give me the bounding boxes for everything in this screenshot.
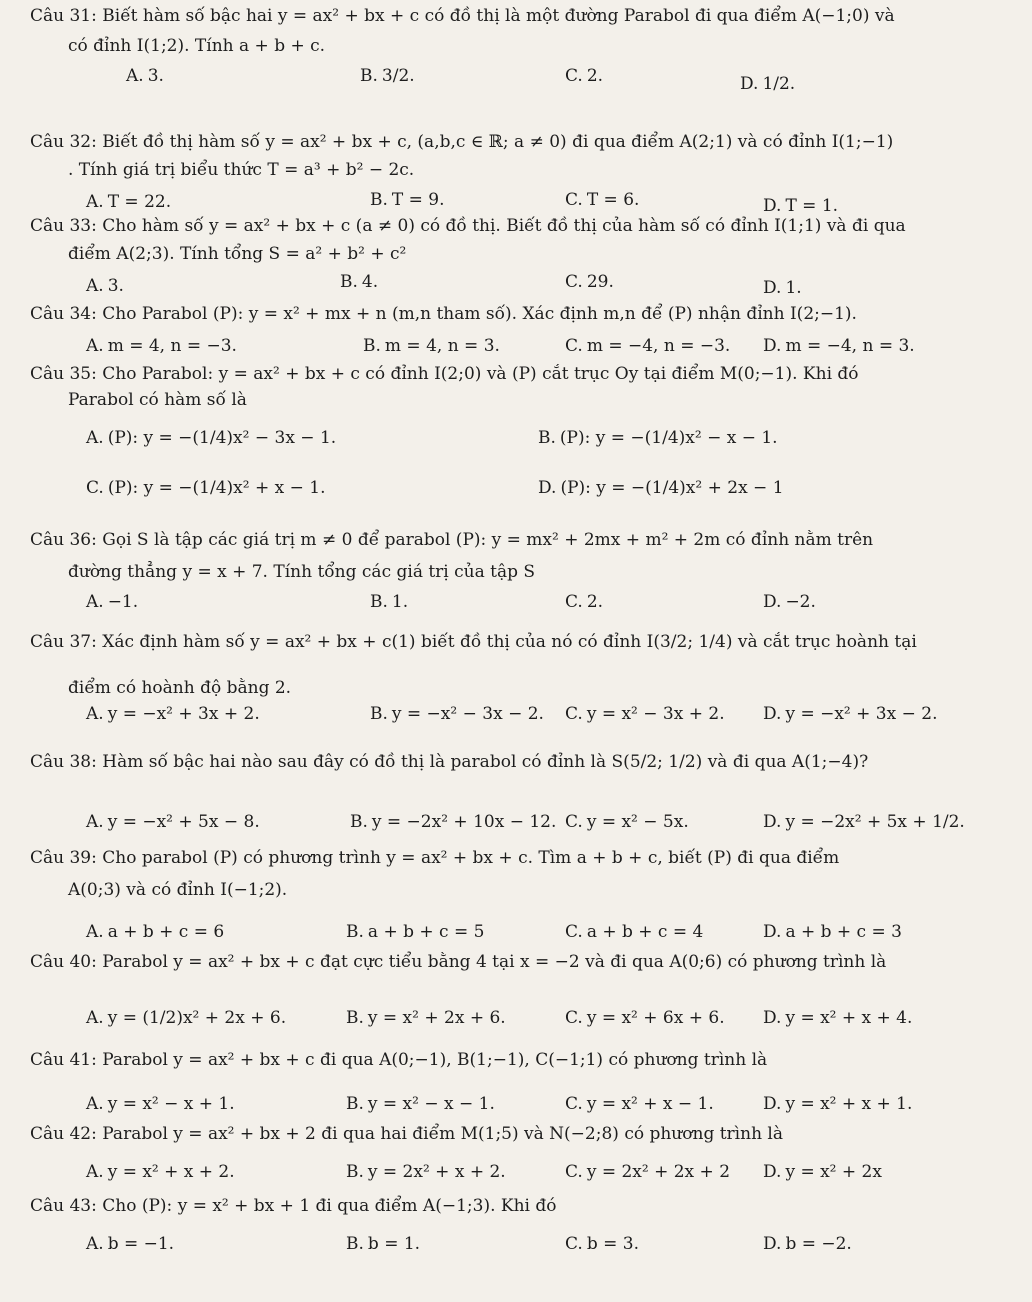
question-36-line-1: đường thẳng y = x + 7. Tính tổng các giá trị của tập S bbox=[68, 562, 536, 582]
question-34-option-a bbox=[86, 336, 237, 356]
option-text: m = 4, n = −3. bbox=[107, 336, 237, 356]
question-41-option-b bbox=[346, 1094, 495, 1114]
question-38-option-c bbox=[565, 812, 689, 832]
question-37-line-1: điểm có hoành độ bằng 2. bbox=[68, 678, 292, 698]
question-42-line-0: Câu 42: Parabol y = ax² + bx + 2 đi qua hai điểm M(1;5) và N(−2;8) có phương trình là bbox=[30, 1124, 783, 1144]
option-text: m = −4, n = −3. bbox=[586, 336, 731, 356]
option-text: 1/2. bbox=[762, 74, 796, 94]
option-letter: A. bbox=[86, 428, 104, 448]
question-43-line-0: Câu 43: Cho (P): y = x² + bx + 1 đi qua điểm A(−1;3). Khi đó bbox=[30, 1196, 557, 1216]
question-32-option-d bbox=[763, 196, 838, 216]
option-letter: C. bbox=[565, 704, 583, 724]
option-letter: C. bbox=[565, 1234, 583, 1254]
question-34-option-d bbox=[763, 336, 915, 356]
option-letter: C. bbox=[565, 272, 583, 292]
option-letter: C. bbox=[565, 922, 583, 942]
question-35-line-0: Câu 35: Cho Parabol: y = ax² + bx + c có đỉnh I(2;0) và (P) cắt trục Oy tại điểm M(0;−1). Khi đó bbox=[30, 364, 859, 384]
question-33-option-a bbox=[86, 276, 124, 296]
option-letter: C. bbox=[565, 190, 583, 210]
question-35-option-a bbox=[86, 428, 336, 448]
option-letter: C. bbox=[565, 592, 583, 612]
option-letter: D. bbox=[763, 196, 782, 216]
option-text: −2. bbox=[785, 592, 816, 612]
question-43-option-d bbox=[763, 1234, 852, 1254]
option-text: y = (1/2)x² + 2x + 6. bbox=[107, 1008, 287, 1028]
question-33-option-c bbox=[565, 272, 614, 292]
option-text: y = x² − x + 1. bbox=[107, 1094, 235, 1114]
question-38-option-d bbox=[763, 812, 965, 832]
question-33-option-b bbox=[340, 272, 378, 292]
option-text: y = 2x² + 2x + 2 bbox=[586, 1162, 731, 1182]
question-37-option-b bbox=[370, 704, 544, 724]
question-39-option-a bbox=[86, 922, 224, 942]
question-34-option-b bbox=[363, 336, 500, 356]
question-42-option-d bbox=[763, 1162, 882, 1182]
option-text: a + b + c = 6 bbox=[107, 922, 225, 942]
option-text: T = 6. bbox=[586, 190, 640, 210]
option-letter: D. bbox=[763, 812, 782, 832]
option-letter: B. bbox=[346, 1094, 364, 1114]
option-text: 3. bbox=[107, 276, 124, 296]
option-letter: D. bbox=[763, 336, 782, 356]
option-letter: D. bbox=[763, 1008, 782, 1028]
option-text: 2. bbox=[586, 592, 604, 612]
question-40-option-c bbox=[565, 1008, 725, 1028]
option-letter: A. bbox=[86, 276, 104, 296]
question-41-option-a bbox=[86, 1094, 235, 1114]
option-letter: D. bbox=[763, 278, 782, 298]
question-36-option-a bbox=[86, 592, 138, 612]
question-31-line-0: Câu 31: Biết hàm số bậc hai y = ax² + bx + c có đồ thị là một đường Parabol đi qua điểm A(−1;0) và bbox=[30, 6, 895, 26]
question-31-line-1: có đỉnh I(1;2). Tính a + b + c. bbox=[68, 36, 326, 56]
question-36-line-0: Câu 36: Gọi S là tập các giá trị m ≠ 0 để parabol (P): y = mx² + 2mx + m² + 2m có đỉnh nằm trên bbox=[30, 530, 874, 550]
option-letter: C. bbox=[565, 1162, 583, 1182]
option-text: 3. bbox=[147, 66, 164, 86]
option-text: T = 9. bbox=[391, 190, 445, 210]
question-34-option-c bbox=[565, 336, 730, 356]
question-38-line-0: Câu 38: Hàm số bậc hai nào sau đây có đồ thị là parabol có đỉnh là S(5/2; 1/2) và đi qua A(1;−4)? bbox=[30, 752, 869, 772]
option-letter: B. bbox=[346, 922, 364, 942]
question-36-option-d bbox=[763, 592, 816, 612]
option-text: (P): y = −(1/4)x² + x − 1. bbox=[107, 478, 326, 498]
option-letter: A. bbox=[86, 812, 104, 832]
option-letter: C. bbox=[565, 1008, 583, 1028]
option-text: y = x² + 2x + 6. bbox=[367, 1008, 506, 1028]
option-text: y = x² + x − 1. bbox=[586, 1094, 714, 1114]
option-letter: B. bbox=[370, 190, 388, 210]
option-letter: A. bbox=[86, 1094, 104, 1114]
question-31-option-c bbox=[565, 66, 603, 86]
question-32-option-a bbox=[86, 192, 171, 212]
question-39-option-b bbox=[346, 922, 484, 942]
option-letter: D. bbox=[763, 592, 782, 612]
option-letter: A. bbox=[86, 1008, 104, 1028]
option-text: a + b + c = 5 bbox=[367, 922, 485, 942]
option-text: 29. bbox=[586, 272, 614, 292]
option-letter: B. bbox=[346, 1162, 364, 1182]
option-text: T = 1. bbox=[785, 196, 839, 216]
option-text: y = x² + x + 2. bbox=[107, 1162, 235, 1182]
question-33-line-1: điểm A(2;3). Tính tổng S = a² + b² + c² bbox=[68, 244, 407, 264]
option-letter: C. bbox=[565, 1094, 583, 1114]
question-31-option-a bbox=[126, 66, 164, 86]
question-35-option-c bbox=[86, 478, 325, 498]
option-letter: B. bbox=[363, 336, 381, 356]
question-42-option-b bbox=[346, 1162, 506, 1182]
option-text: y = −x² + 3x + 2. bbox=[107, 704, 260, 724]
option-letter: B. bbox=[350, 812, 368, 832]
option-text: y = −x² − 3x − 2. bbox=[391, 704, 544, 724]
option-text: 1. bbox=[785, 278, 802, 298]
question-42-option-a bbox=[86, 1162, 235, 1182]
question-43-option-c bbox=[565, 1234, 639, 1254]
option-text: 4. bbox=[361, 272, 379, 292]
question-33-line-0: Câu 33: Cho hàm số y = ax² + bx + c (a ≠ 0) có đồ thị. Biết đồ thị của hàm số có đỉnh I(1;1) và đi qua bbox=[30, 216, 906, 236]
option-letter: D. bbox=[763, 704, 782, 724]
question-32-option-c bbox=[565, 190, 639, 210]
question-32-option-b bbox=[370, 190, 445, 210]
question-36-option-b bbox=[370, 592, 408, 612]
option-text: m = 4, n = 3. bbox=[384, 336, 500, 356]
question-39-line-1: A(0;3) và có đỉnh I(−1;2). bbox=[68, 880, 288, 900]
option-text: a + b + c = 4 bbox=[586, 922, 704, 942]
question-37-option-c bbox=[565, 704, 725, 724]
question-33-option-d bbox=[763, 278, 802, 298]
option-letter: B. bbox=[346, 1008, 364, 1028]
option-letter: B. bbox=[340, 272, 358, 292]
question-41-option-c bbox=[565, 1094, 714, 1114]
question-35-option-b bbox=[538, 428, 778, 448]
option-letter: B. bbox=[370, 704, 388, 724]
question-39-option-c bbox=[565, 922, 703, 942]
question-32-line-0: Câu 32: Biết đồ thị hàm số y = ax² + bx + c, (a,b,c ∈ ℝ; a ≠ 0) đi qua điểm A(2;1) và có đỉnh I(1;−1) bbox=[30, 132, 894, 152]
question-37-option-a bbox=[86, 704, 260, 724]
option-text: b = −2. bbox=[785, 1234, 852, 1254]
option-letter: D. bbox=[538, 478, 557, 498]
question-37-line-0: Câu 37: Xác định hàm số y = ax² + bx + c(1) biết đồ thị của nó có đỉnh I(3/2; 1/4) và cắt trục hoành tại bbox=[30, 632, 917, 652]
question-43-option-a bbox=[86, 1234, 174, 1254]
question-41-option-d bbox=[763, 1094, 912, 1114]
option-text: −1. bbox=[107, 592, 139, 612]
option-text: y = x² − 3x + 2. bbox=[586, 704, 725, 724]
question-40-option-b bbox=[346, 1008, 506, 1028]
option-text: y = −x² + 3x − 2. bbox=[785, 704, 938, 724]
option-letter: A. bbox=[86, 592, 104, 612]
option-letter: C. bbox=[565, 812, 583, 832]
option-text: m = −4, n = 3. bbox=[785, 336, 915, 356]
question-43-option-b bbox=[346, 1234, 420, 1254]
option-letter: A. bbox=[126, 66, 144, 86]
option-text: y = x² − 5x. bbox=[586, 812, 689, 832]
option-text: y = 2x² + x + 2. bbox=[367, 1162, 506, 1182]
option-text: T = 22. bbox=[107, 192, 172, 212]
option-letter: A. bbox=[86, 1162, 104, 1182]
option-letter: A. bbox=[86, 922, 104, 942]
option-letter: D. bbox=[740, 74, 759, 94]
option-letter: B. bbox=[538, 428, 556, 448]
option-letter: B. bbox=[346, 1234, 364, 1254]
option-text: y = x² + 2x bbox=[785, 1162, 882, 1182]
question-40-line-0: Câu 40: Parabol y = ax² + bx + c đạt cực tiểu bằng 4 tại x = −2 và đi qua A(0;6) có phương trình là bbox=[30, 952, 887, 972]
option-letter: D. bbox=[763, 922, 782, 942]
option-text: y = x² + x + 1. bbox=[785, 1094, 913, 1114]
option-text: (P): y = −(1/4)x² + 2x − 1 bbox=[560, 478, 784, 498]
question-41-line-0: Câu 41: Parabol y = ax² + bx + c đi qua A(0;−1), B(1;−1), C(−1;1) có phương trình là bbox=[30, 1050, 768, 1070]
question-38-option-b bbox=[350, 812, 556, 832]
option-letter: D. bbox=[763, 1234, 782, 1254]
option-letter: A. bbox=[86, 336, 104, 356]
option-letter: C. bbox=[86, 478, 104, 498]
option-letter: C. bbox=[565, 336, 583, 356]
question-39-line-0: Câu 39: Cho parabol (P) có phương trình y = ax² + bx + c. Tìm a + b + c, biết (P) đi qua điểm bbox=[30, 848, 840, 868]
question-32-line-1: . Tính giá trị biểu thức T = a³ + b² − 2c. bbox=[68, 160, 415, 180]
option-letter: B. bbox=[360, 66, 378, 86]
option-text: b = 3. bbox=[586, 1234, 639, 1254]
option-text: y = x² − x − 1. bbox=[367, 1094, 495, 1114]
option-letter: A. bbox=[86, 704, 104, 724]
question-31-option-b bbox=[360, 66, 415, 86]
question-40-option-d bbox=[763, 1008, 912, 1028]
question-40-option-a bbox=[86, 1008, 286, 1028]
option-letter: B. bbox=[370, 592, 388, 612]
option-text: b = −1. bbox=[107, 1234, 175, 1254]
option-text: y = x² + 6x + 6. bbox=[586, 1008, 725, 1028]
option-text: y = −x² + 5x − 8. bbox=[107, 812, 260, 832]
option-letter: A. bbox=[86, 192, 104, 212]
option-letter: D. bbox=[763, 1162, 782, 1182]
option-text: a + b + c = 3 bbox=[785, 922, 902, 942]
option-text: 3/2. bbox=[381, 66, 415, 86]
option-text: (P): y = −(1/4)x² − x − 1. bbox=[559, 428, 778, 448]
question-34-line-0: Câu 34: Cho Parabol (P): y = x² + mx + n (m,n tham số). Xác định m,n để (P) nhận đỉnh I(2;−1). bbox=[30, 304, 857, 324]
option-text: (P): y = −(1/4)x² − 3x − 1. bbox=[107, 428, 337, 448]
option-letter: A. bbox=[86, 1234, 104, 1254]
option-text: 1. bbox=[391, 592, 409, 612]
question-31-option-d bbox=[740, 74, 795, 94]
option-text: y = −2x² + 10x − 12. bbox=[371, 812, 557, 832]
option-letter: D. bbox=[763, 1094, 782, 1114]
option-text: 2. bbox=[586, 66, 604, 86]
option-text: y = −2x² + 5x + 1/2. bbox=[785, 812, 965, 832]
question-37-option-d bbox=[763, 704, 937, 724]
question-39-option-d bbox=[763, 922, 902, 942]
question-38-option-a bbox=[86, 812, 260, 832]
question-42-option-c bbox=[565, 1162, 730, 1182]
question-35-option-d bbox=[538, 478, 784, 498]
option-text: b = 1. bbox=[367, 1234, 421, 1254]
question-35-line-1: Parabol có hàm số là bbox=[68, 390, 247, 410]
option-letter: C. bbox=[565, 66, 583, 86]
question-36-option-c bbox=[565, 592, 603, 612]
option-text: y = x² + x + 4. bbox=[785, 1008, 913, 1028]
